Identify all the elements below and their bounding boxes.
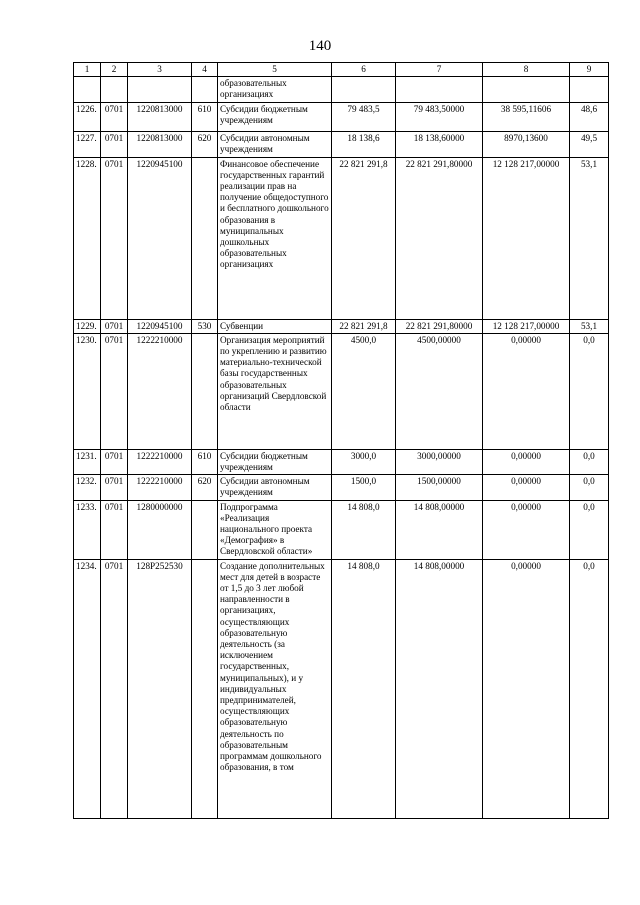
row-percent: 48,6: [570, 103, 609, 132]
row-type: [192, 500, 218, 559]
row-plan: 14 808,0: [332, 559, 396, 818]
header-cell: 2: [101, 63, 128, 77]
row-executed: 12 128 217,00000: [483, 157, 570, 319]
row-type: [192, 559, 218, 818]
row-number: 1230.: [74, 333, 101, 449]
row-plan-precise: 18 138,60000: [396, 132, 483, 157]
row-executed: 0,00000: [483, 475, 570, 500]
row-plan-precise: 22 821 291,80000: [396, 157, 483, 319]
header-row: [74, 63, 609, 77]
row-target: 1222210000: [128, 449, 192, 474]
table-row: [74, 559, 609, 818]
header-cell: 5: [218, 63, 332, 77]
row-number: 1232.: [74, 475, 101, 500]
row-target: 128P252530: [128, 559, 192, 818]
row-target: 1222210000: [128, 475, 192, 500]
row-section: 0701: [101, 449, 128, 474]
row-plan-precise: 14 808,00000: [396, 500, 483, 559]
row-type: [192, 157, 218, 319]
row-percent: 49,5: [570, 132, 609, 157]
row-plan: 4500,0: [332, 333, 396, 449]
row-name: Создание дополнительных мест для детей в возрасте от 1,5 до 3 лет любой направленности в организациях, осуществляющих образовательную деятельность (за исключением государственных, муниципальных), и у индивидуальных предпринимателей, осуществляющих образовательную деятельность по образовательным программам дошкольного образования, в том: [218, 559, 332, 818]
row-name: Подпрограмма «Реализация национального проекта «Демография» в Свердловской области»: [218, 500, 332, 559]
page-number: 140: [308, 38, 332, 54]
row-plan-precise: 79 483,50000: [396, 103, 483, 132]
row-section: 0701: [101, 500, 128, 559]
row-name: образовательных организациях: [218, 77, 332, 103]
header-cell: 3: [128, 63, 192, 77]
row-executed: 12 128 217,00000: [483, 319, 570, 333]
row-percent: 0,0: [570, 333, 609, 449]
row-plan: 14 808,0: [332, 500, 396, 559]
row-plan: 18 138,6: [332, 132, 396, 157]
row-name: Финансовое обеспечение государственных гарантий реализации прав на получение общедоступного и бесплатного дошкольного образования в муниципальных дошкольных образовательных организациях: [218, 157, 332, 319]
row-name: Субсидии автономным учреждениям: [218, 132, 332, 157]
header-cell: 7: [396, 63, 483, 77]
row-percent: 0,0: [570, 559, 609, 818]
row-executed: 38 595,11606: [483, 103, 570, 132]
table-row: [74, 132, 609, 157]
row-executed: 0,00000: [483, 449, 570, 474]
row-target: 1280000000: [128, 500, 192, 559]
row-section: 0701: [101, 333, 128, 449]
row-percent: 0,0: [570, 449, 609, 474]
row-type: 530: [192, 319, 218, 333]
row-target: 1222210000: [128, 333, 192, 449]
row-type: 610: [192, 449, 218, 474]
row-percent: 0,0: [570, 475, 609, 500]
row-section: 0701: [101, 475, 128, 500]
budget-table: [73, 62, 609, 819]
row-number: 1234.: [74, 559, 101, 818]
row-target: 1220813000: [128, 103, 192, 132]
row-percent: 53,1: [570, 157, 609, 319]
row-plan: 79 483,5: [332, 103, 396, 132]
row-plan-precise: 1500,00000: [396, 475, 483, 500]
row-executed: 0,00000: [483, 500, 570, 559]
row-percent: 53,1: [570, 319, 609, 333]
row-number: 1226.: [74, 103, 101, 132]
row-type: [192, 333, 218, 449]
row-name: Субсидии бюджетным учреждениям: [218, 449, 332, 474]
row-section: 0701: [101, 319, 128, 333]
row-type: 620: [192, 132, 218, 157]
row-plan-precise: 4500,00000: [396, 333, 483, 449]
row-number: 1228.: [74, 157, 101, 319]
row-name: Субсидии бюджетным учреждениям: [218, 103, 332, 132]
header-cell: 9: [570, 63, 609, 77]
row-executed: 8970,13600: [483, 132, 570, 157]
row-number: 1231.: [74, 449, 101, 474]
header-cell: 1: [74, 63, 101, 77]
row-plan-precise: 14 808,00000: [396, 559, 483, 818]
row-plan: 22 821 291,8: [332, 157, 396, 319]
row-plan-precise: 3000,00000: [396, 449, 483, 474]
row-section: 0701: [101, 559, 128, 818]
row-section: 0701: [101, 132, 128, 157]
header-cell: 4: [192, 63, 218, 77]
row-plan: 1500,0: [332, 475, 396, 500]
table-row-continuation: [74, 77, 609, 103]
table-row: [74, 475, 609, 500]
row-plan: 22 821 291,8: [332, 319, 396, 333]
row-executed: 0,00000: [483, 333, 570, 449]
row-number: 1227.: [74, 132, 101, 157]
row-plan-precise: 22 821 291,80000: [396, 319, 483, 333]
row-plan: 3000,0: [332, 449, 396, 474]
row-section: 0701: [101, 157, 128, 319]
row-type: 610: [192, 103, 218, 132]
row-number: 1233.: [74, 500, 101, 559]
header-cell: 6: [332, 63, 396, 77]
header-cell: 8: [483, 63, 570, 77]
row-name: Субсидии автономным учреждениям: [218, 475, 332, 500]
table-row: [74, 157, 609, 319]
row-type: 620: [192, 475, 218, 500]
row-percent: 0,0: [570, 500, 609, 559]
row-name: Организация мероприятий по укреплению и развитию материально-технической базы государственных образовательных организаций Свердловской области: [218, 333, 332, 449]
row-target: 1220945100: [128, 319, 192, 333]
row-executed: 0,00000: [483, 559, 570, 818]
row-target: 1220945100: [128, 157, 192, 319]
row-name: Субвенции: [218, 319, 332, 333]
row-section: 0701: [101, 103, 128, 132]
table-row: [74, 319, 609, 333]
table-row: [74, 333, 609, 449]
table-row: [74, 449, 609, 474]
row-target: 1220813000: [128, 132, 192, 157]
table-row: [74, 103, 609, 132]
table-row: [74, 500, 609, 559]
row-number: 1229.: [74, 319, 101, 333]
